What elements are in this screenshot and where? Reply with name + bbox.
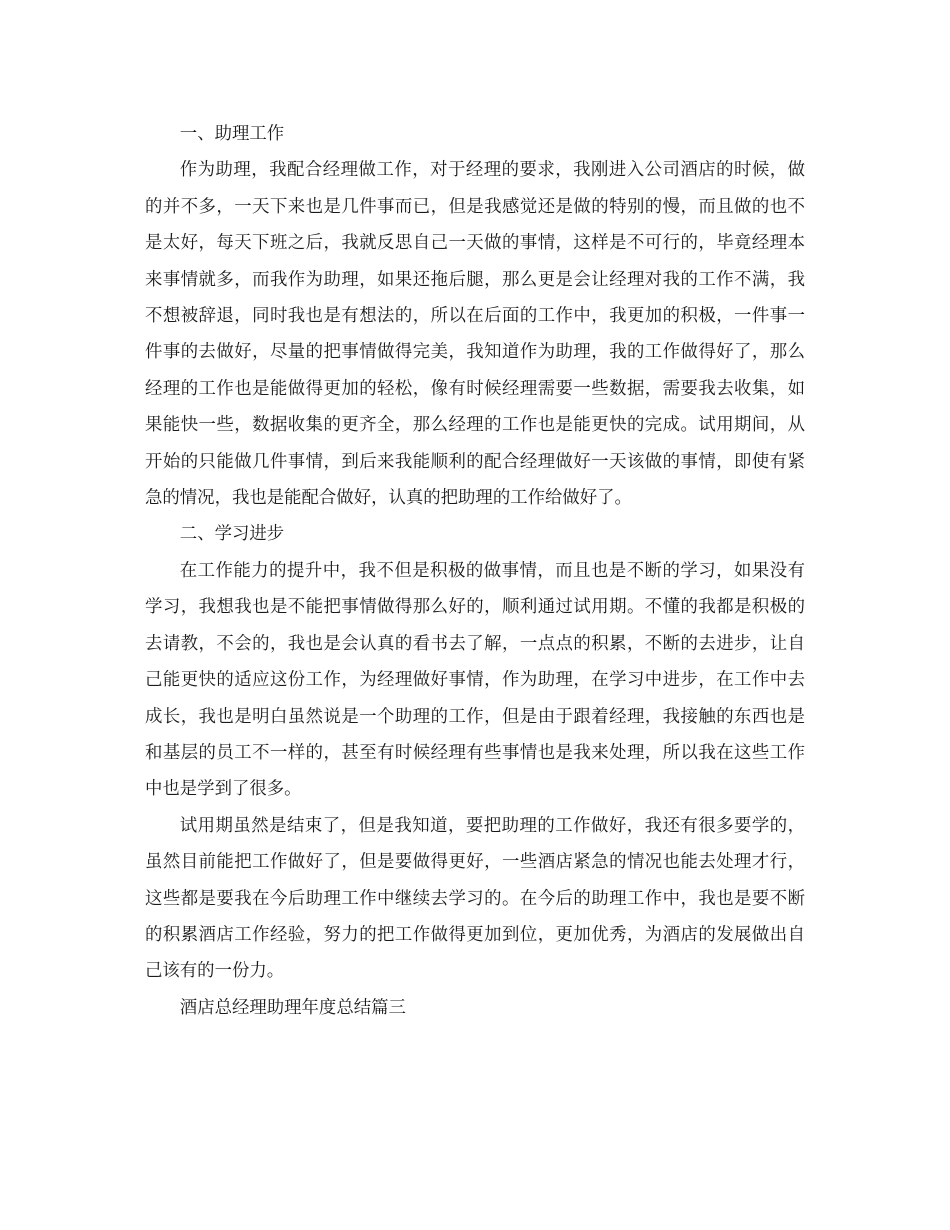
article-title: 酒店总经理助理年度总结篇三 [179, 997, 406, 1018]
body-paragraph: 试用期虽然是结束了，但是我知道，要把助理的工作做好，我还有很多要学的，虽然目前能把工作做好了，但是要做得更好，一些酒店紧急的情况也能去处理才行，这些都是要我在今后助理工作中继续去学习的。在今后的助理工作中，我也是要不断的积累酒店工作经验，努力的把工作做得更加到位，更加优秀，为酒店的发展做出自己该有的一份力。 [145, 815, 805, 982]
body-paragraph: 作为助理，我配合经理做工作，对于经理的要求，我刚进入公司酒店的时候，做的并不多，一天下来也是几件事而已，但是我感觉还是做的特别的慢，而且做的也不是太好，每天下班之后，我就反思自己一天做的事情，这样是不可行的，毕竟经理本来事情就多，而我作为助理，如果还拖后腿，那么更是会让经理对我的工作不满，我不想被辞退，同时我也是有想法的，所以在后面的工作中，我更加的积极，一件事一件事的去做好，尽量的把事情做得完美，我知道作为助理，我的工作做得好了，那么经理的工作也是能做得更加的轻松，像有时候经理需要一些数据，需要我去收集，如果能快一些，数据收集的更齐全，那么经理的工作也是能更快的完成。试用期间，从开始的只能做几件事情，到后来我能顺利的配合经理做好一天该做的事情，即使有紧急的情况，我也是能配合做好，认真的把助理的工作给做好了。 [145, 160, 805, 509]
document-body [145, 116, 805, 1026]
section-heading: 二、学习进步 [179, 524, 285, 545]
body-paragraph: 在工作能力的提升中，我不但是积极的做事情，而且也是不断的学习，如果没有学习，我想我也是不能把事情做得那么好的，顺利通过试用期。不懂的我都是积极的去请教，不会的，我也是会认真的看书去了解，一点点的积累，不断的去进步，让自己能更快的适应这份工作，为经理做好事情，作为助理，在学习中进步，在工作中去成长，我也是明白虽然说是一个助理的工作，但是由于跟着经理，我接触的东西也是和基层的员工不一样的，甚至有时候经理有些事情也是我来处理，所以我在这些工作中也是学到了很多。 [145, 560, 805, 800]
section-heading: 一、助理工作 [179, 124, 285, 144]
